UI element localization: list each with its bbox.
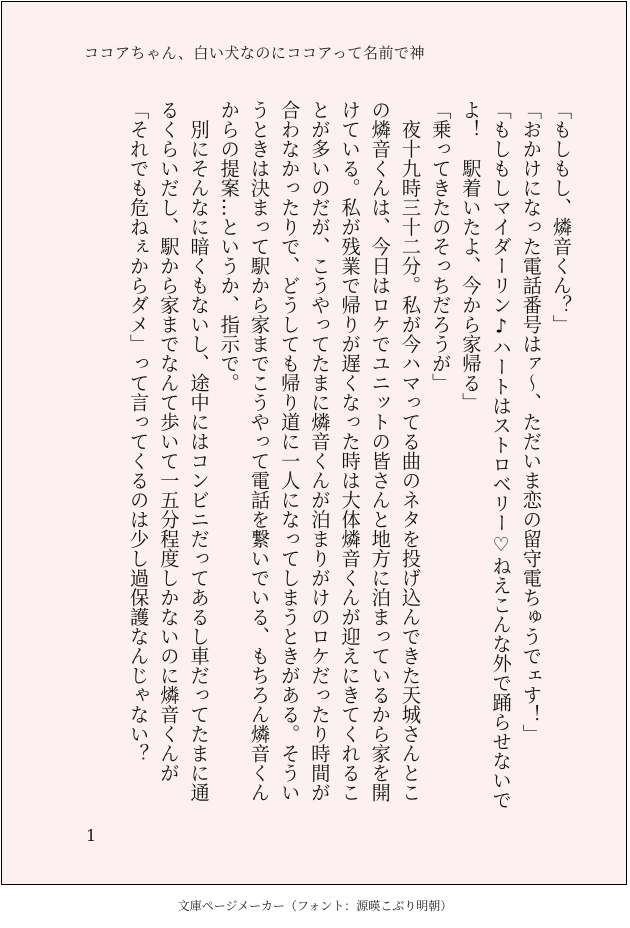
text-line-2: 「おかけになった電話番号はァ〜、ただいま恋の留守電ちゅうでェす！」 <box>519 100 543 744</box>
text-line-9: とが多いのだが、こうやってたまに燐音くんが泊まりがけのロケだったり時間が <box>308 100 332 802</box>
page-number: 1 <box>86 826 97 845</box>
text-line-5: 「乗ってきたのそっちだろうが」 <box>429 100 453 393</box>
text-line-7: の燐音くんは、今日はロケでユニットの皆さんと地方に泊まっているから家を開 <box>368 100 392 802</box>
text-line-13: 別にそんなに暗くもないし、途中にはコンビニだってあるし車だってたまに通 <box>187 100 211 802</box>
book-page <box>1 1 627 885</box>
text-line-6: 夜十九時三十二分。私が今ハマってる曲のネタを投げ込んできた天城さんとこ <box>398 100 422 802</box>
text-line-11: うときは決まって駅から家までこうやって電話を繋いでいる、もちろん燐音くん <box>247 100 271 802</box>
running-title: ココアちゃん、白い犬なのにココアって名前で神 <box>84 44 426 62</box>
vertical-body-text <box>123 100 576 810</box>
text-line-8: けている。私が残業で帰りが遅くなった時は大体燐音くんが迎えにきてくれるこ <box>338 100 362 802</box>
text-line-1: 「もしもし、燐音くん？」 <box>550 100 573 334</box>
text-line-14: るくらいだし、駅から家までなんて歩いて一五分程度しかないのに燐音くんが <box>157 100 181 783</box>
text-line-3: 「もしもしマイダーリン♪ハートはストロベリー♡ねえこんな外で踊らせないで <box>489 100 513 810</box>
text-line-10: 合わなかったりで、どうしても帰り道に一人になってしまうときがある。そうい <box>278 100 302 802</box>
text-line-15: 「それでも危ねぇからダメ」って言ってくるのは少し過保護なんじゃない？ <box>127 100 151 763</box>
footer-credit: 文庫ページメーカー（フォント：源暎こぶり明朝） <box>177 899 453 913</box>
text-line-12: からの提案…というか、指示で。 <box>217 100 241 393</box>
text-line-4: よ！ 駅着いたよ、今から家帰る」 <box>459 100 483 412</box>
